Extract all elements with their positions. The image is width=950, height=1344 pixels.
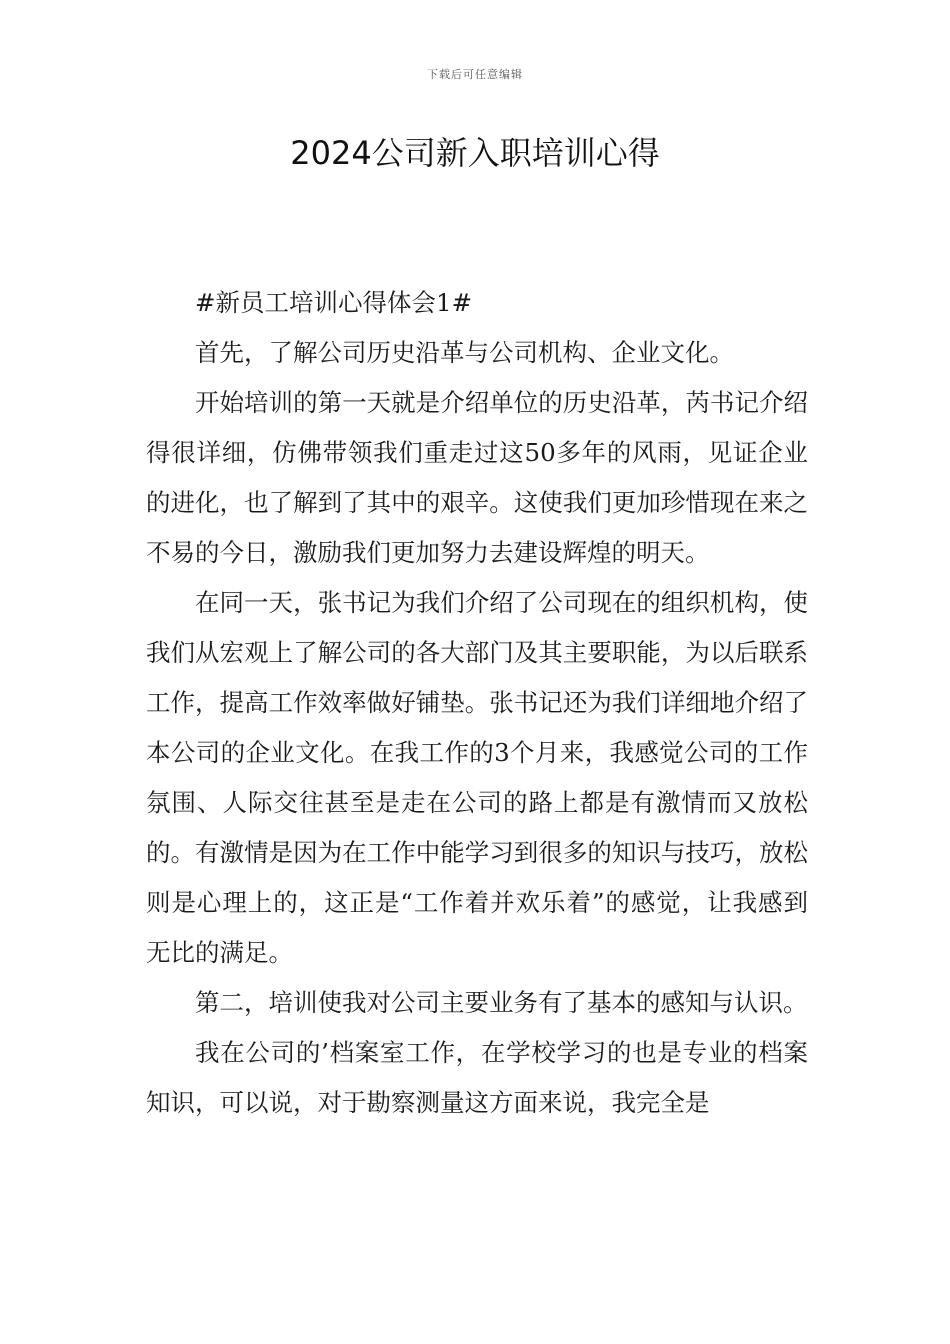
paragraph-archive-work: 我在公司的’档案室工作，在学校学习的也是专业的档案知识，可以说，对于勘察测量这方面来说，我完全是 bbox=[146, 1038, 808, 1117]
paragraph-section-heading: #新员工培训心得体会1# bbox=[195, 288, 473, 317]
document-title: 2024公司新入职培训心得 bbox=[290, 134, 660, 172]
header-note: 下载后可任意编辑 bbox=[427, 68, 523, 81]
document-body bbox=[146, 278, 808, 1128]
paragraph-history: 开始培训的第一天就是介绍单位的历史沿革，芮书记介绍得很详细，仿佛带领我们重走过这50多年的风雨，见证企业的进化，也了解到了其中的艰辛。这使我们更加珍惜现在来之不易的今日，激励我们更加努力去建设辉煌的明天。 bbox=[146, 388, 808, 567]
paragraph-second-point: 第二，培训使我对公司主要业务有了基本的感知与认识。 bbox=[195, 988, 808, 1017]
paragraph-organization: 在同一天，张书记为我们介绍了公司现在的组织机构，使我们从宏观上了解公司的各大部门及其主要职能，为以后联系工作，提高工作效率做好铺垫。张书记还为我们详细地介绍了本公司的企业文化。在我工作的3个月来，我感觉公司的工作氛围、人际交往甚至是走在公司的路上都是有激情而又放松的。有激情是因为在工作中能学习到很多的知识与技巧，放松则是心理上的，这正是“工作着并欢乐着”的感觉，让我感到无比的满足。 bbox=[146, 588, 808, 967]
paragraph-first-point: 首先，了解公司历史沿革与公司机构、企业文化。 bbox=[195, 338, 734, 367]
